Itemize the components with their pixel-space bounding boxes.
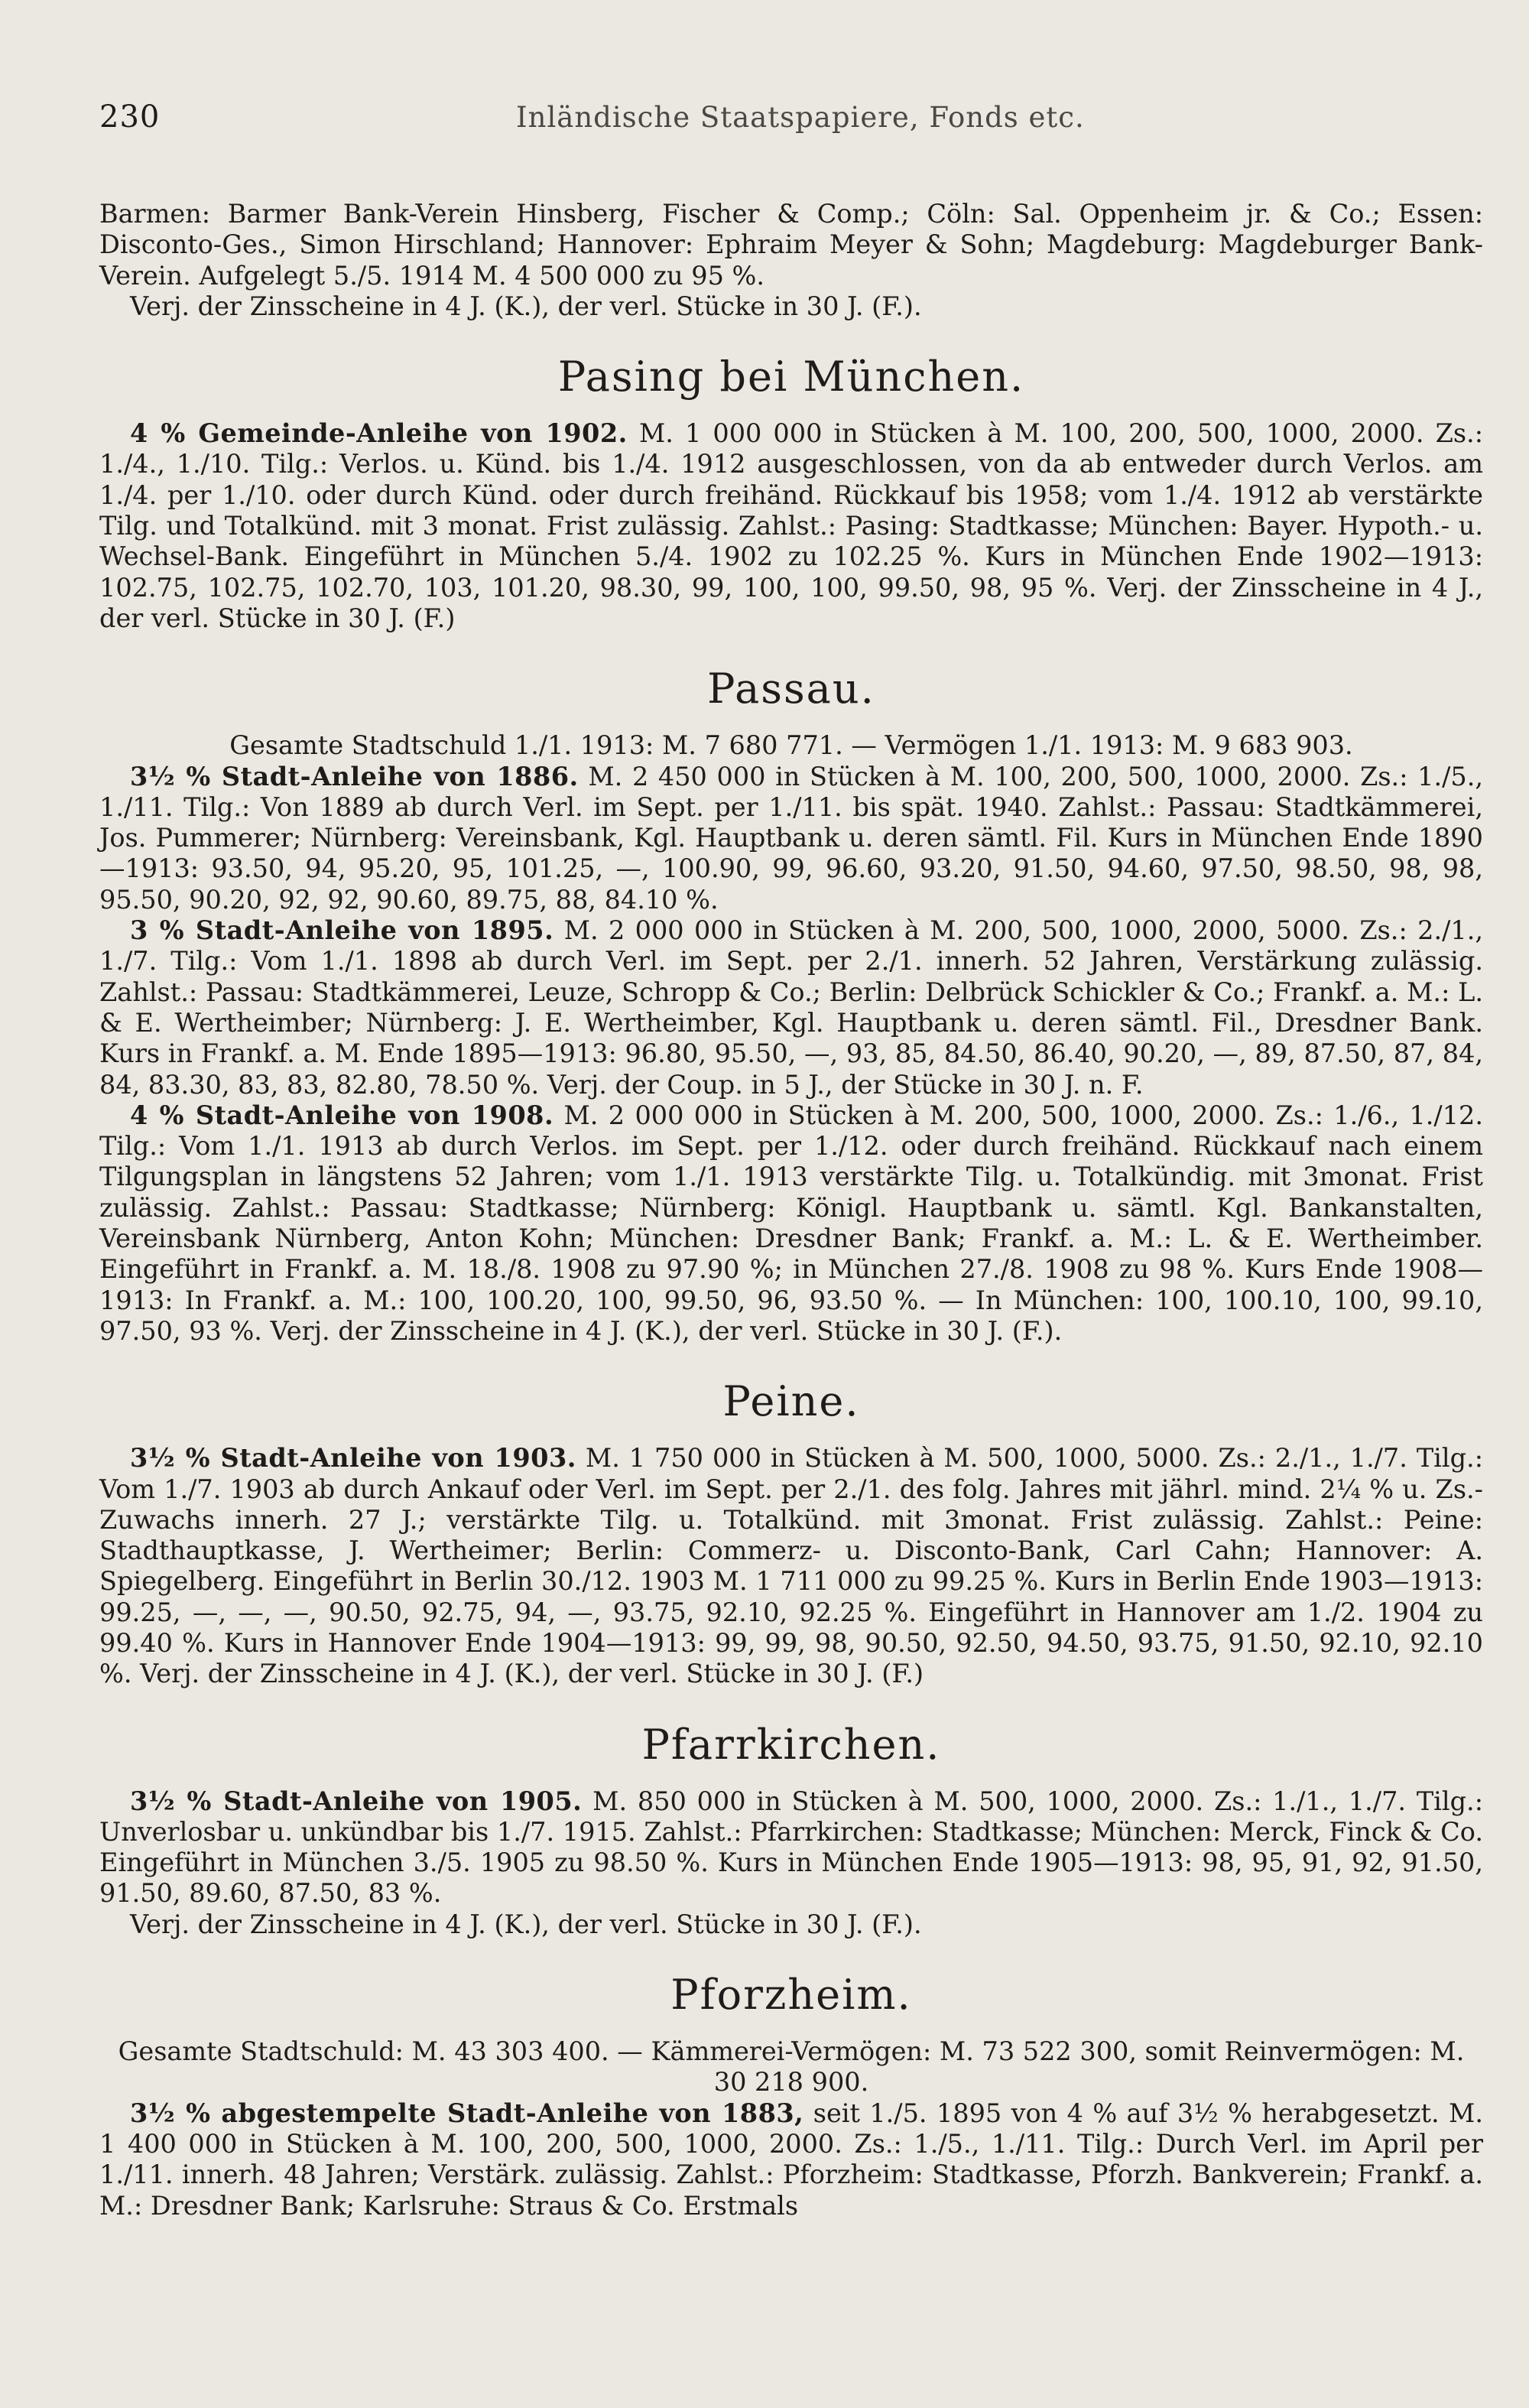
- entry-paragraph: [99, 2098, 1483, 2221]
- bond-title: 3½ % Stadt-Anleihe von 1903.: [130, 1443, 576, 1474]
- running-head: [99, 99, 1483, 161]
- entry-text: Gesamte Stadtschuld: M. 43 303 400. — Kämmerei-Vermögen: M. 73 522 300, somit Reinvermögen: M. 30 218 900.: [118, 2036, 1465, 2098]
- entry-paragraph: [99, 1786, 1483, 1909]
- entry-text: M. 1 750 000 in Stücken à M. 500, 1000, 5000. Zs.: 2./1., 1./7. Tilg.: Vom 1./7. 1903 ab durch Ankauf oder Verl. im Sept. per 2./1. des folg. Jahres mit jährl. mind. 2¼ % u. Zs.-Zuwachs innerh. 27 J.; verstärkte Tilg. u. Totalkünd. mit 3monat. Frist zulässig. Zahlst.: Peine: Stadthauptkasse, J. Wertheimer; Berlin: Commerz- u. Disconto-Bank, Carl Cahn; Hannover: A. Spiegelberg. Eingeführt in Berlin 30./12. 1903 M. 1 711 000 zu 99.25 %. Kurs in Berlin Ende 1903—1913: 99.25, —, —, —, 90.50, 92.75, 94, —, 93.75, 92.10, 92.25 %. Eingeführt in Hannover am 1./2. 1904 zu 99.40 %. Kurs in Hannover Ende 1904—1913: 99, 99, 98, 90.50, 92.50, 94.50, 93.75, 91.50, 92.10, 92.10 %. Verj. der Zinsscheine in 4 J. (K.), der verl. Stücke in 30 J. (F.): [99, 1443, 1483, 1689]
- entry-text: seit 1./5. 1895 von 4 % auf 3½ % herabgesetzt. M. 1 400 000 in Stücken à M. 100, 200, 500, 1000, 2000. Zs.: 1./5., 1./11. Tilg.: Durch Verl. im April per 1./11. innerh. 48 Jahren; Verstärk. zulässig. Zahlst.: Pforzheim: Stadtkasse, Pforzh. Bankverein; Frankf. a. M.: Dresdner Bank; Karlsruhe: Straus & Co. Erstmals: [99, 2098, 1483, 2221]
- bond-title: 3 % Stadt-Anleihe von 1895.: [130, 915, 554, 946]
- debt-summary: [99, 730, 1483, 761]
- entry-paragraph: [99, 291, 1483, 322]
- entry-paragraph: [99, 418, 1483, 634]
- entry-text: Verj. der Zinsscheine in 4 J. (K.), der verl. Stücke in 30 J. (F.).: [130, 1909, 922, 1939]
- section-pforzheim: [99, 1972, 1483, 2221]
- entry-text: M. 2 000 000 in Stücken à M. 200, 500, 1000, 2000. Zs.: 1./6., 1./12. Tilg.: Vom 1./1. 1913 ab durch Verlos. im Sept. per 1./12. oder durch freihänd. Rückkauf nach einem Tilgungsplan in längstens 52 Jahren; vom 1./1. 1913 verstärkte Tilg. u. Totalkündig. mit 3monat. Frist zulässig. Zahlst.: Passau: Stadtkasse; Nürnberg: Königl. Hauptbank u. sämtl. Kgl. Bankanstalten, Vereinsbank Nürnberg, Anton Kohn; München: Dresdner Bank; Frankf. a. M.: L. & E. Wertheimber. Eingeführt in Frankf. a. M. 18./8. 1908 zu 97.90 %; in München 27./8. 1908 zu 98 %. Kurs Ende 1908—1913: In Frankf. a. M.: 100, 100.20, 100, 99.50, 96, 93.50 %. — In München: 100, 100.10, 100, 99.10, 97.50, 93 %. Verj. der Zinsscheine in 4 J. (K.), der verl. Stücke in 30 J. (F.).: [99, 1100, 1483, 1346]
- section-heading: Passau.: [707, 665, 875, 713]
- bond-title: 3½ % Stadt-Anleihe von 1905.: [130, 1786, 583, 1816]
- entry-paragraph: [99, 199, 1483, 291]
- section-pfarrkirchen: [99, 1722, 1483, 1940]
- section-heading: Peine.: [722, 1377, 860, 1426]
- entry-text: M. 850 000 in Stücken à M. 500, 1000, 2000. Zs.: 1./1., 1./7. Tilg.: Unverlosbar u. unkündbar bis 1./7. 1915. Zahlst.: Pfarrkirchen: Stadtkasse; München: Merck, Finck & Co. Eingeführt in München 3./5. 1905 zu 98.50 %. Kurs in München Ende 1905—1913: 98, 95, 91, 92, 91.50, 91.50, 89.60, 87.50, 83 %.: [99, 1786, 1483, 1909]
- running-title: Inländische Staatspapiere, Fonds etc.: [516, 101, 1085, 134]
- section-pasing: [99, 354, 1483, 634]
- section-peine: [99, 1379, 1483, 1689]
- entry-text: Verj. der Zinsscheine in 4 J. (K.), der verl. Stücke in 30 J. (F.).: [130, 291, 922, 321]
- section-heading: Pfarrkirchen.: [641, 1720, 941, 1769]
- entry-text: Barmen: Barmer Bank-Verein Hinsberg, Fischer & Comp.; Cöln: Sal. Oppenheim jr. & Co.; Essen: Disconto-Ges., Simon Hirschland; Hannover: Ephraim Meyer & Sohn; Magdeburg: Magdeburger Bank-Verein. Aufgelegt 5./5. 1914 M. 4 500 000 zu 95 %.: [99, 199, 1483, 291]
- entry-paragraph: [99, 762, 1483, 915]
- entry-text: M. 1 000 000 in Stücken à M. 100, 200, 500, 1000, 2000. Zs.: 1./4., 1./10. Tilg.: Verlos. u. Künd. bis 1./4. 1912 ausgeschlossen, von da ab entweder durch Verlos. am 1./4. per 1./10. oder durch Künd. oder durch freihänd. Rückkauf bis 1958; vom 1./4. 1912 ab verstärkte Tilg. und Totalkünd. mit 3 monat. Frist zulässig. Zahlst.: Pasing: Stadtkasse; München: Bayer. Hypoth.- u. Wechsel-Bank. Eingeführt in München 5./4. 1902 zu 102.25 %. Kurs in München Ende 1902—1913: 102.75, 102.75, 102.70, 103, 101.20, 98.30, 99, 100, 100, 99.50, 98, 95 %. Verj. der Zinsscheine in 4 J., der verl. Stücke in 30 J. (F.): [99, 418, 1483, 633]
- entry-paragraph: [99, 1443, 1483, 1689]
- entry-paragraph: [99, 915, 1483, 1100]
- section-continuation: [99, 199, 1483, 322]
- entry-paragraph: [99, 1909, 1483, 1940]
- bond-title: 4 % Gemeinde-Anleihe von 1902.: [130, 418, 628, 449]
- section-heading: Pforzheim.: [670, 1971, 912, 2020]
- section-heading: Pasing bei München.: [557, 353, 1025, 401]
- entry-paragraph: [99, 1100, 1483, 1347]
- entry-text: Gesamte Stadtschuld 1./1. 1913: M. 7 680 771. — Vermögen 1./1. 1913: M. 9 683 903.: [229, 730, 1353, 761]
- section-passau: [99, 666, 1483, 1347]
- debt-summary: [99, 2036, 1483, 2098]
- page-number: 230: [99, 99, 161, 135]
- bond-title: 4 % Stadt-Anleihe von 1908.: [130, 1100, 554, 1130]
- bond-title: 3½ % Stadt-Anleihe von 1886.: [130, 761, 579, 791]
- bond-title: 3½ % abgestempelte Stadt-Anleihe von 1883,: [130, 2098, 804, 2128]
- entry-text: M. 2 000 000 in Stücken à M. 200, 500, 1000, 2000, 5000. Zs.: 2./1., 1./7. Tilg.: Vom 1./1. 1898 ab durch Verl. im Sept. per 2./1. innerh. 52 Jahren, Verstärkung zulässig. Zahlst.: Passau: Stadtkämmerei, Leuze, Schropp & Co.; Berlin: Delbrück Schickler & Co.; Frankf. a. M.: L. & E. Wertheimber; Nürnberg: J. E. Wertheimber, Kgl. Hauptbank u. deren sämtl. Fil., Dresdner Bank. Kurs in Frankf. a. M. Ende 1895—1913: 96.80, 95.50, —, 93, 85, 84.50, 86.40, 90.20, —, 89, 87.50, 87, 84, 84, 83.30, 83, 83, 82.80, 78.50 %. Verj. der Coup. in 5 J., der Stücke in 30 J. n. F.: [99, 915, 1483, 1100]
- entry-text: M. 2 450 000 in Stücken à M. 100, 200, 500, 1000, 2000. Zs.: 1./5., 1./11. Tilg.: Von 1889 ab durch Verl. im Sept. per 1./11. bis spät. 1940. Zahlst.: Passau: Stadtkämmerei, Jos. Pummerer; Nürnberg: Vereinsbank, Kgl. Hauptbank u. deren sämtl. Fil. Kurs in München Ende 1890—1913: 93.50, 94, 95.20, 95, 101.25, —, 100.90, 99, 96.60, 93.20, 91.50, 94.60, 97.50, 98.50, 98, 98, 95.50, 90.20, 92, 92, 90.60, 89.75, 88, 84.10 %.: [99, 761, 1483, 915]
